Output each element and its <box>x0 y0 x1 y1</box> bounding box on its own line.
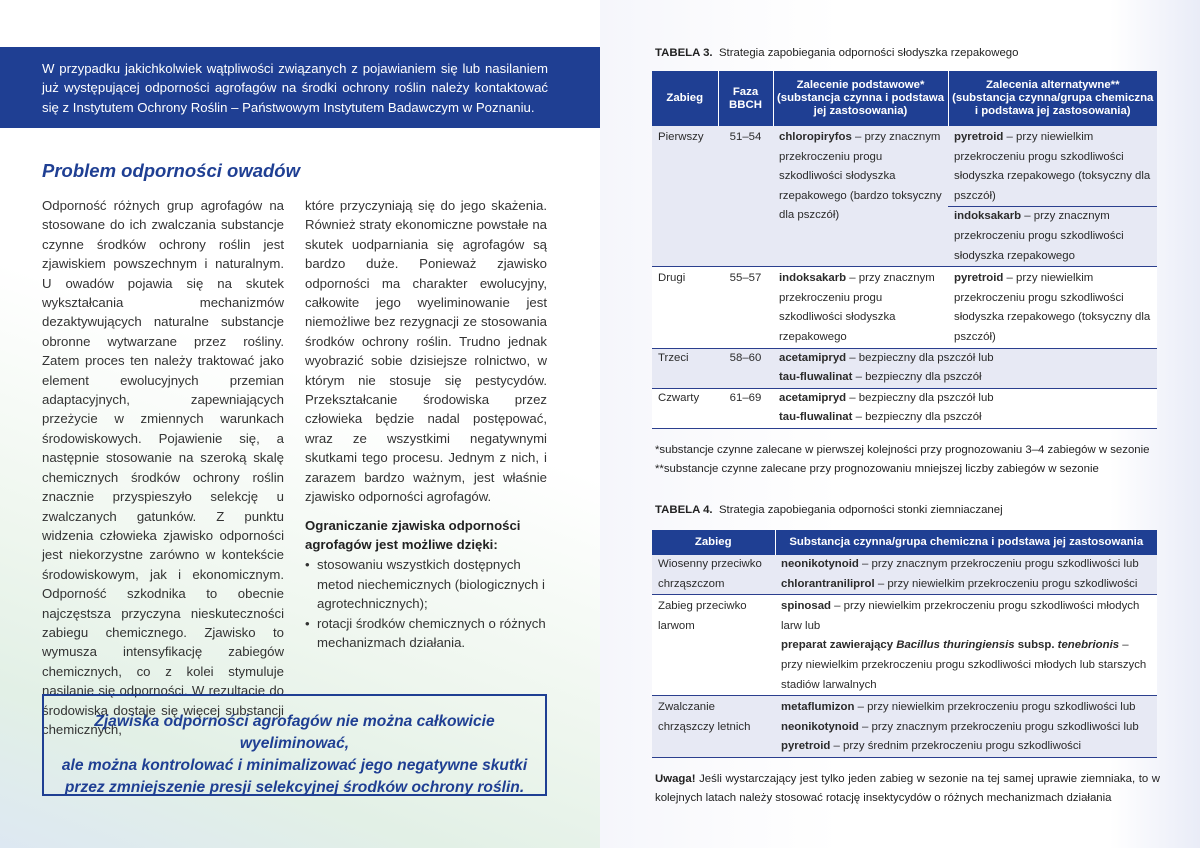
table3-header-zabieg: Zabieg <box>652 71 718 126</box>
table3 <box>652 71 1157 429</box>
table-cell: pyretroid – przy niewielkim przekroczeniu progu szkodliwości słodyszka rzepakowego (toksyczny dla pszczół) <box>948 126 1157 207</box>
table-row <box>652 267 1157 348</box>
info-box: W przypadku jakichkolwiek wątpliwości związanych z pojawianiem się lub nasilaniem już występującej odporności agrofagów na środki ochrony roślin należy kontaktować się z Instytutem Ochrony Roślin – Państwowym Instytutem Badawczym w Poznaniu. <box>0 47 600 128</box>
table-cell: Drugi <box>652 267 718 348</box>
body-column-1: Odporność różnych grup agrofagów na stosowane do ich zwalczania substancje czynne środków ochrony roślin jest zjawiskiem powszechnym i naturalnym. U owadów pojawia się na skutek wykształcania mechanizmów dezaktywujących naturalne substancje obronne wytwarzane przez rośliny. Zatem proces ten należy traktować jako element ewolucyjnych przemian adaptacyjnych, zapewniających przeżycie w zmiennych warunkach środowiskowych. Pojawienie się, a następnie stosowanie na szeroką skalę chemicznych środków ochrony roślin znacznie przyspieszyło selekcję u zwalczanych gatunków. Z punktu widzenia człowieka zjawisko odporności jest niekorzystne zarówno w kontekście środowiskowym, jak i ekonomicznym. Odporność szkodnika to obecnie najczęstsza przyczyna nieskuteczności zabiegu chemicznego. Zjawisko to wymusza intensyfikację zabiegów chemicznych, co z kolei stymuluje nasilanie się odporności. W rezultacie do środowiska dostaje się więcej substancji chemicznych, <box>42 198 284 737</box>
table-cell: acetamipryd – bezpieczny dla pszczół lub tau-fluwalinat – bezpieczny dla pszczół <box>773 388 1157 428</box>
quote-line: Zjawiska odporności agrofagów nie można całkowicie wyeliminować, <box>94 713 495 752</box>
table-cell: 51–54 <box>718 126 773 267</box>
table3-title: Strategia zapobiegania odporności słodyszka rzepakowego <box>718 47 1019 59</box>
table4-header-row <box>652 530 1157 555</box>
table-cell: Czwarty <box>652 388 718 428</box>
table4 <box>652 530 1157 758</box>
table4-header-substancja: Substancja czynna/grupa chemiczna i podstawa jej zastosowania <box>775 530 1157 555</box>
table-row <box>652 595 1157 696</box>
table4-title: Strategia zapobiegania odporności stonki ziemniaczanej <box>718 504 1003 516</box>
table-cell: spinosad – przy niewielkim przekroczeniu progu szkodliwości młodych larw lub preparat zawierający Bacillus thuringiensis subsp. tenebrionis – przy niewielkim przekroczeniu progu szkodliwości młodych lub starszych stadiów larwalnych <box>775 595 1157 696</box>
table3-header-faza: Faza BBCH <box>718 71 773 126</box>
table-cell: 58–60 <box>718 348 773 388</box>
table-cell: pyretroid – przy niewielkim przekroczeniu progu szkodliwości słodyszka rzepakowego (toksyczny dla pszczół) <box>948 267 1157 348</box>
section-title: Problem odporności owadów <box>42 160 300 181</box>
table-row <box>652 388 1157 428</box>
table-cell: Pierwszy <box>652 126 718 267</box>
bullet-list <box>305 555 547 652</box>
highlight-quote <box>42 694 547 796</box>
footnote: *substancje czynne zalecane w pierwszej kolejności przy prognozowaniu 3–4 zabiegów w sezonie <box>655 444 1150 456</box>
subheading: Ograniczanie zjawiska odporności agrofagów jest możliwe dzięki: <box>305 517 521 552</box>
body-column-2 <box>305 196 547 652</box>
table-cell: Wiosenny przeciwko chrząszczom <box>652 555 775 595</box>
note-text: Jeśli wystarczający jest tylko jeden zabieg w sezonie na tej samej uprawie ziemniaka, to w kolejnych latach należy stosować rotację insektycydów o różnych mechanizmach działania <box>655 773 1160 805</box>
table-cell: neonikotynoid – przy znacznym przekroczeniu progu szkodliwości lub chlorantraniliprol – przy niewielkim przekroczeniu progu szkodliwości <box>775 555 1157 595</box>
table4-caption <box>655 504 1003 516</box>
table-cell: acetamipryd – bezpieczny dla pszczół lub tau-fluwalinat – bezpieczny dla pszczół <box>773 348 1157 388</box>
table3-header-row <box>652 71 1157 126</box>
footnote: **substancje czynne zalecane przy prognozowaniu mniejszej liczby zabiegów w sezonie <box>655 463 1099 476</box>
table3-header-podstawowe: Zalecenie podstawowe* (substancja czynna i podstawa jej zastosowania) <box>773 71 948 126</box>
bullet-item: • rotacji środków chemicznych o różnych mechanizmach działania. <box>305 614 547 653</box>
table4-note <box>655 770 1160 809</box>
quote-line: ale można kontrolować i minimalizować jego negatywne skutki <box>61 757 528 774</box>
table-cell: 55–57 <box>718 267 773 348</box>
note-label: Uwaga! <box>655 773 696 785</box>
table-cell: 61–69 <box>718 388 773 428</box>
table-row <box>652 696 1157 758</box>
table4-header-zabieg: Zabieg <box>652 530 775 555</box>
body-column-2-text: które przyczyniają się do jego skażenia. Również straty ekonomiczne powstałe na skutek uodparniania się agrofagów są bardzo duże. Ponieważ zjawisko odporności ma charakter ewolucyjny, całkowite jego wyeliminowanie jest niemożliwe bez rezygnacji ze stosowania środków ochrony roślin. Trudno jednak wyobrazić sobie dzisiejsze rolnictwo, w którym nie stosuje się pestycydów. Przekształcanie środowiska przez człowieka będzie nadal postępować, wraz ze wszystkimi negatywnymi skutkami tego procesu. Jednym z nich, i zarazem bardzo ważnym, jest właśnie zjawisko odporności agrofagów. <box>305 198 547 505</box>
table-cell: indoksakarb – przy znacznym przekroczeniu progu szkodliwości słodyszka rzepakowego <box>948 207 1157 267</box>
table-cell: metaflumizon – przy niewielkim przekroczeniu progu szkodliwości lub neonikotynoid – przy znacznym przekroczeniu progu szkodliwości lub pyretroid – przy średnim przekroczeniu progu szkodliwości <box>775 696 1157 758</box>
quote-line: przez zmniejszenie presji selekcyjnej środków ochrony roślin. <box>64 779 525 796</box>
table3-label: TABELA 3. <box>655 47 713 59</box>
bullet-item: • stosowaniu wszystkich dostępnych metod niechemicznych (biologicznych i agrotechnicznych); <box>305 555 547 613</box>
table-cell: indoksakarb – przy znacznym przekroczeniu progu szkodliwości słodyszka rzepakowego <box>773 267 948 348</box>
table-row <box>652 126 1157 207</box>
table-cell: Zwalczanie chrząszczy letnich <box>652 696 775 758</box>
table-row <box>652 348 1157 388</box>
table3-header-alternatywne: Zalecenia alternatywne** (substancja czynna/grupa chemiczna i podstawa jej zastosowania) <box>948 71 1157 126</box>
table3-caption <box>655 47 1018 59</box>
table-cell: Zabieg przeciwko larwom <box>652 595 775 696</box>
table-row <box>652 555 1157 595</box>
table3-footnotes <box>655 441 1150 480</box>
table4-label: TABELA 4. <box>655 504 713 516</box>
table-cell: chloropiryfos – przy znacznym przekroczeniu progu szkodliwości słodyszka rzepakowego (bardzo toksyczny dla pszczół) <box>773 126 948 267</box>
table-cell: Trzeci <box>652 348 718 388</box>
